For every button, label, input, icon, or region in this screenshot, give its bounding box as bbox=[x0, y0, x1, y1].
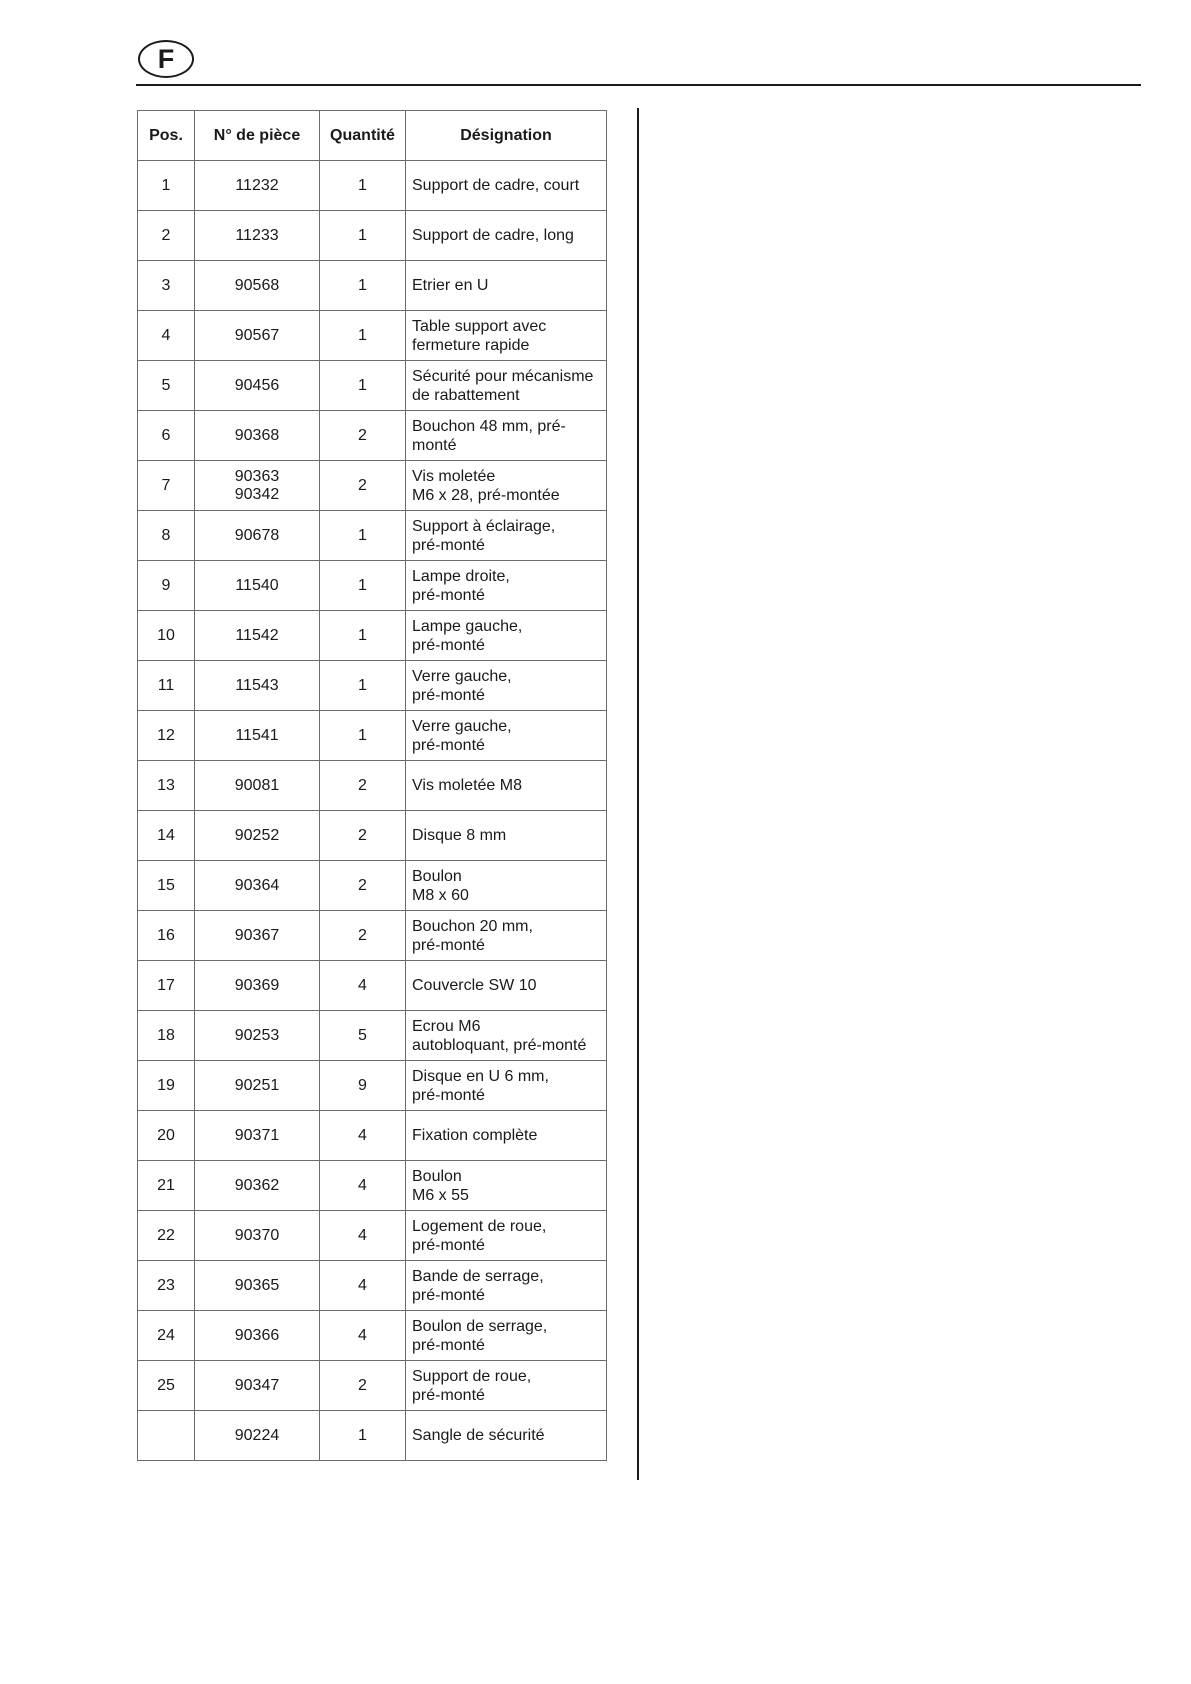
cell-quantity: 2 bbox=[320, 461, 406, 511]
cell-quantity: 1 bbox=[320, 711, 406, 761]
cell-quantity: 1 bbox=[320, 1411, 406, 1461]
part-number: 90364 bbox=[234, 876, 280, 894]
table-row bbox=[138, 1311, 607, 1361]
cell-designation bbox=[406, 461, 607, 511]
cell-quantity: 1 bbox=[320, 311, 406, 361]
table-row bbox=[138, 811, 607, 861]
designation-line: M8 x 60 bbox=[412, 886, 469, 904]
table-row bbox=[138, 361, 607, 411]
cell-designation bbox=[406, 911, 607, 961]
cell-designation bbox=[406, 511, 607, 561]
table-row bbox=[138, 161, 607, 211]
part-number: 11541 bbox=[235, 726, 279, 744]
cell-quantity: 4 bbox=[320, 961, 406, 1011]
part-number: 90370 bbox=[234, 1226, 280, 1244]
part-number: 90368 bbox=[234, 426, 280, 444]
table-row bbox=[138, 561, 607, 611]
table-row bbox=[138, 511, 607, 561]
table-row bbox=[138, 961, 607, 1011]
designation-line: Vis moletée M8 bbox=[412, 777, 522, 794]
designation-line: Verre gauche, bbox=[412, 717, 512, 735]
cell-pos: 20 bbox=[138, 1111, 195, 1161]
cell-quantity: 1 bbox=[320, 511, 406, 561]
cell-quantity: 5 bbox=[320, 1011, 406, 1061]
cell-designation bbox=[406, 1061, 607, 1111]
cell-designation bbox=[406, 861, 607, 911]
cell-designation bbox=[406, 1211, 607, 1261]
cell-designation bbox=[406, 711, 607, 761]
cell-part-no bbox=[195, 711, 320, 761]
designation-line: Boulon bbox=[412, 1167, 462, 1185]
part-number: 90568 bbox=[234, 276, 280, 294]
designation-line: Sécurité pour mécanisme bbox=[412, 367, 594, 385]
cell-part-no bbox=[195, 1061, 320, 1111]
cell-designation bbox=[406, 411, 607, 461]
designation-line: Support à éclairage, bbox=[412, 517, 556, 535]
table-row bbox=[138, 911, 607, 961]
cell-part-no bbox=[195, 261, 320, 311]
part-number: 90253 bbox=[234, 1026, 280, 1044]
part-number: 90252 bbox=[234, 826, 280, 844]
cell-designation bbox=[406, 561, 607, 611]
table-row bbox=[138, 661, 607, 711]
language-badge: F bbox=[138, 40, 194, 78]
cell-quantity: 2 bbox=[320, 1361, 406, 1411]
cell-quantity: 1 bbox=[320, 161, 406, 211]
cell-part-no bbox=[195, 311, 320, 361]
part-number: 90363 bbox=[234, 467, 280, 485]
header-rule bbox=[136, 84, 1141, 86]
table-row bbox=[138, 311, 607, 361]
cell-quantity: 1 bbox=[320, 211, 406, 261]
designation-line: Etrier en U bbox=[412, 277, 489, 294]
col-header-pos: Pos. bbox=[138, 111, 195, 161]
table-row bbox=[138, 1411, 607, 1461]
designation-line: Sangle de sécurité bbox=[412, 1427, 545, 1444]
cell-designation bbox=[406, 761, 607, 811]
cell-quantity: 1 bbox=[320, 611, 406, 661]
parts-table-body bbox=[138, 161, 607, 1461]
cell-part-no bbox=[195, 1011, 320, 1061]
part-number: 90347 bbox=[234, 1376, 280, 1394]
designation-line: Boulon de serrage, bbox=[412, 1317, 548, 1335]
cell-designation bbox=[406, 1161, 607, 1211]
cell-designation bbox=[406, 311, 607, 361]
cell-pos: 12 bbox=[138, 711, 195, 761]
table-row bbox=[138, 1061, 607, 1111]
part-number: 90365 bbox=[234, 1276, 280, 1294]
parts-table bbox=[137, 110, 607, 1461]
cell-part-no bbox=[195, 1311, 320, 1361]
cell-pos: 5 bbox=[138, 361, 195, 411]
table-row bbox=[138, 1111, 607, 1161]
part-number: 90362 bbox=[234, 1176, 280, 1194]
table-row bbox=[138, 611, 607, 661]
cell-pos: 16 bbox=[138, 911, 195, 961]
cell-pos: 4 bbox=[138, 311, 195, 361]
cell-part-no bbox=[195, 1161, 320, 1211]
part-number: 90224 bbox=[234, 1426, 280, 1444]
designation-line: Support de roue, bbox=[412, 1367, 532, 1385]
part-number: 90367 bbox=[234, 926, 280, 944]
cell-quantity: 4 bbox=[320, 1111, 406, 1161]
cell-part-no bbox=[195, 1111, 320, 1161]
designation-line: monté bbox=[412, 436, 457, 454]
cell-designation bbox=[406, 611, 607, 661]
cell-quantity: 1 bbox=[320, 261, 406, 311]
cell-quantity: 1 bbox=[320, 361, 406, 411]
designation-line: pré-monté bbox=[412, 636, 485, 654]
cell-pos: 22 bbox=[138, 1211, 195, 1261]
col-header-part-no: N° de pièce bbox=[195, 111, 320, 161]
table-row bbox=[138, 1261, 607, 1311]
cell-designation bbox=[406, 161, 607, 211]
designation-line: Logement de roue, bbox=[412, 1217, 547, 1235]
designation-line: Fixation complète bbox=[412, 1127, 538, 1144]
part-number: 90456 bbox=[234, 376, 280, 394]
part-number: 90678 bbox=[234, 526, 280, 544]
designation-line: Lampe gauche, bbox=[412, 617, 523, 635]
cell-pos: 9 bbox=[138, 561, 195, 611]
cell-part-no bbox=[195, 811, 320, 861]
cell-part-no bbox=[195, 361, 320, 411]
cell-designation bbox=[406, 1311, 607, 1361]
designation-line: Bande de serrage, bbox=[412, 1267, 544, 1285]
designation-line: Ecrou M6 bbox=[412, 1017, 481, 1035]
part-number: 11232 bbox=[235, 176, 279, 194]
cell-pos: 23 bbox=[138, 1261, 195, 1311]
table-row bbox=[138, 411, 607, 461]
cell-part-no bbox=[195, 461, 320, 511]
part-number: 90366 bbox=[234, 1326, 280, 1344]
cell-designation bbox=[406, 361, 607, 411]
table-row bbox=[138, 461, 607, 511]
table-row bbox=[138, 711, 607, 761]
cell-part-no bbox=[195, 611, 320, 661]
table-header-row bbox=[138, 111, 607, 161]
cell-quantity: 4 bbox=[320, 1311, 406, 1361]
table-row bbox=[138, 1211, 607, 1261]
cell-pos: 1 bbox=[138, 161, 195, 211]
designation-line: Support de cadre, long bbox=[412, 227, 574, 244]
cell-pos: 19 bbox=[138, 1061, 195, 1111]
cell-quantity: 9 bbox=[320, 1061, 406, 1111]
cell-part-no bbox=[195, 861, 320, 911]
cell-part-no bbox=[195, 1211, 320, 1261]
designation-line: pré-monté bbox=[412, 1386, 485, 1404]
column-divider bbox=[637, 108, 639, 1480]
table-row bbox=[138, 1361, 607, 1411]
part-number: 90369 bbox=[234, 976, 280, 994]
col-header-quantity: Quantité bbox=[320, 111, 406, 161]
designation-line: M6 x 55 bbox=[412, 1186, 469, 1204]
part-number: 90342 bbox=[234, 485, 280, 503]
cell-part-no bbox=[195, 661, 320, 711]
designation-line: Bouchon 48 mm, pré- bbox=[412, 417, 566, 435]
cell-designation bbox=[406, 811, 607, 861]
cell-pos: 15 bbox=[138, 861, 195, 911]
table-row bbox=[138, 761, 607, 811]
designation-line: M6 x 28, pré-montée bbox=[412, 486, 560, 504]
cell-pos: 21 bbox=[138, 1161, 195, 1211]
cell-part-no bbox=[195, 511, 320, 561]
cell-designation bbox=[406, 1011, 607, 1061]
designation-line: pré-monté bbox=[412, 736, 485, 754]
designation-line: Table support avec bbox=[412, 317, 547, 335]
designation-line: de rabattement bbox=[412, 386, 520, 404]
cell-part-no bbox=[195, 1361, 320, 1411]
cell-designation bbox=[406, 1111, 607, 1161]
designation-line: Disque 8 mm bbox=[412, 827, 507, 844]
cell-part-no bbox=[195, 1411, 320, 1461]
designation-line: pré-monté bbox=[412, 1236, 485, 1254]
cell-quantity: 4 bbox=[320, 1161, 406, 1211]
part-number: 90251 bbox=[234, 1076, 280, 1094]
designation-line: pré-monté bbox=[412, 1086, 485, 1104]
cell-part-no bbox=[195, 911, 320, 961]
col-header-designation: Désignation bbox=[406, 111, 607, 161]
cell-pos: 25 bbox=[138, 1361, 195, 1411]
designation-line: Verre gauche, bbox=[412, 667, 512, 685]
cell-pos: 10 bbox=[138, 611, 195, 661]
part-number: 11542 bbox=[235, 626, 279, 644]
designation-line: Lampe droite, bbox=[412, 567, 510, 585]
cell-quantity: 2 bbox=[320, 861, 406, 911]
part-number: 90081 bbox=[234, 776, 280, 794]
cell-pos: 8 bbox=[138, 511, 195, 561]
part-number: 11543 bbox=[235, 676, 279, 694]
cell-designation bbox=[406, 961, 607, 1011]
cell-designation bbox=[406, 661, 607, 711]
designation-line: pré-monté bbox=[412, 686, 485, 704]
cell-quantity: 2 bbox=[320, 411, 406, 461]
designation-line: Vis moletée bbox=[412, 467, 496, 485]
designation-line: autobloquant, pré-monté bbox=[412, 1036, 587, 1054]
cell-pos bbox=[138, 1411, 195, 1461]
part-number: 90371 bbox=[234, 1126, 280, 1144]
cell-part-no bbox=[195, 161, 320, 211]
cell-part-no bbox=[195, 411, 320, 461]
cell-pos: 2 bbox=[138, 211, 195, 261]
designation-line: pré-monté bbox=[412, 536, 485, 554]
cell-pos: 7 bbox=[138, 461, 195, 511]
designation-line: pré-monté bbox=[412, 586, 485, 604]
table-row bbox=[138, 211, 607, 261]
part-number: 11233 bbox=[235, 226, 279, 244]
cell-pos: 11 bbox=[138, 661, 195, 711]
table-row bbox=[138, 1011, 607, 1061]
designation-line: pré-monté bbox=[412, 1286, 485, 1304]
table-row bbox=[138, 1161, 607, 1211]
cell-quantity: 4 bbox=[320, 1261, 406, 1311]
cell-designation bbox=[406, 211, 607, 261]
cell-designation bbox=[406, 1411, 607, 1461]
cell-designation bbox=[406, 1361, 607, 1411]
table-row bbox=[138, 861, 607, 911]
designation-line: Couvercle SW 10 bbox=[412, 977, 537, 994]
cell-quantity: 2 bbox=[320, 811, 406, 861]
cell-part-no bbox=[195, 211, 320, 261]
designation-line: Support de cadre, court bbox=[412, 177, 580, 194]
cell-quantity: 2 bbox=[320, 761, 406, 811]
cell-quantity: 4 bbox=[320, 1211, 406, 1261]
cell-pos: 18 bbox=[138, 1011, 195, 1061]
designation-line: pré-monté bbox=[412, 936, 485, 954]
designation-line: Bouchon 20 mm, bbox=[412, 917, 533, 935]
designation-line: pré-monté bbox=[412, 1336, 485, 1354]
cell-designation bbox=[406, 1261, 607, 1311]
designation-line: Boulon bbox=[412, 867, 462, 885]
cell-pos: 24 bbox=[138, 1311, 195, 1361]
cell-quantity: 1 bbox=[320, 561, 406, 611]
cell-quantity: 2 bbox=[320, 911, 406, 961]
cell-quantity: 1 bbox=[320, 661, 406, 711]
designation-line: fermeture rapide bbox=[412, 336, 530, 354]
part-number: 90567 bbox=[234, 326, 280, 344]
cell-part-no bbox=[195, 761, 320, 811]
cell-designation bbox=[406, 261, 607, 311]
cell-pos: 3 bbox=[138, 261, 195, 311]
cell-part-no bbox=[195, 561, 320, 611]
cell-pos: 13 bbox=[138, 761, 195, 811]
cell-pos: 6 bbox=[138, 411, 195, 461]
cell-pos: 14 bbox=[138, 811, 195, 861]
cell-part-no bbox=[195, 961, 320, 1011]
part-number: 11540 bbox=[235, 576, 279, 594]
designation-line: Disque en U 6 mm, bbox=[412, 1067, 549, 1085]
cell-part-no bbox=[195, 1261, 320, 1311]
cell-pos: 17 bbox=[138, 961, 195, 1011]
table-row bbox=[138, 261, 607, 311]
